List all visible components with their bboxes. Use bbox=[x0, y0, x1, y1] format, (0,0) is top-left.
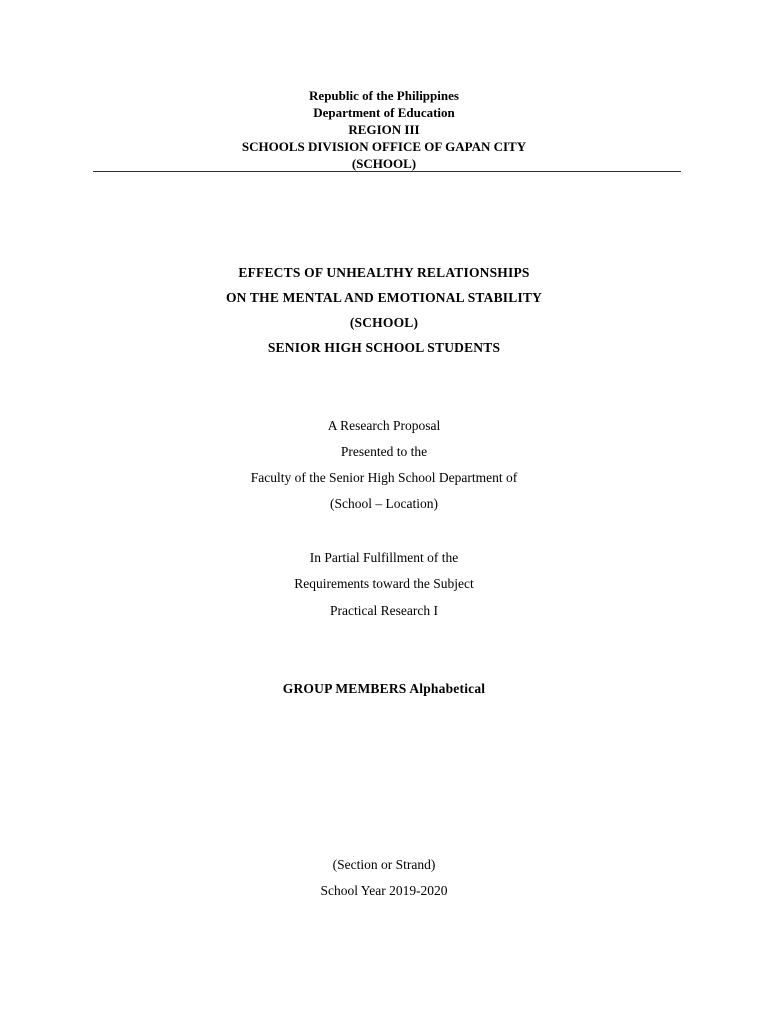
section-strand: (Section or Strand) bbox=[332, 857, 436, 872]
title-line-1: EFFECTS OF UNHEALTHY RELATIONSHIPS bbox=[238, 265, 530, 280]
header-region: REGION III bbox=[348, 122, 420, 137]
title-line-2: ON THE MENTAL AND EMOTIONAL STABILITY bbox=[225, 290, 543, 305]
proposal-line-1: A Research Proposal bbox=[327, 418, 441, 433]
header-division: SCHOOLS DIVISION OFFICE OF GAPAN CITY bbox=[241, 139, 527, 154]
proposal-line-4: (School – Location) bbox=[330, 496, 438, 511]
header-school: (SCHOOL) bbox=[351, 156, 417, 171]
title-line-3: (SCHOOL) bbox=[349, 315, 419, 330]
fulfillment-line-1: In Partial Fulfillment of the bbox=[309, 550, 459, 565]
title-line-4: SENIOR HIGH SCHOOL STUDENTS bbox=[267, 340, 501, 355]
fulfillment-line-2: Requirements toward the Subject bbox=[294, 576, 474, 591]
header-divider-rule bbox=[93, 171, 681, 172]
school-year: School Year 2019-2020 bbox=[320, 883, 448, 898]
proposal-line-3: Faculty of the Senior High School Department of bbox=[250, 470, 518, 485]
group-members-heading: GROUP MEMBERS Alphabetical bbox=[282, 681, 486, 696]
header-country: Republic of the Philippines bbox=[309, 88, 459, 103]
fulfillment-line-3: Practical Research I bbox=[330, 603, 438, 618]
header-department: Department of Education bbox=[313, 105, 455, 120]
proposal-line-2: Presented to the bbox=[340, 444, 428, 459]
